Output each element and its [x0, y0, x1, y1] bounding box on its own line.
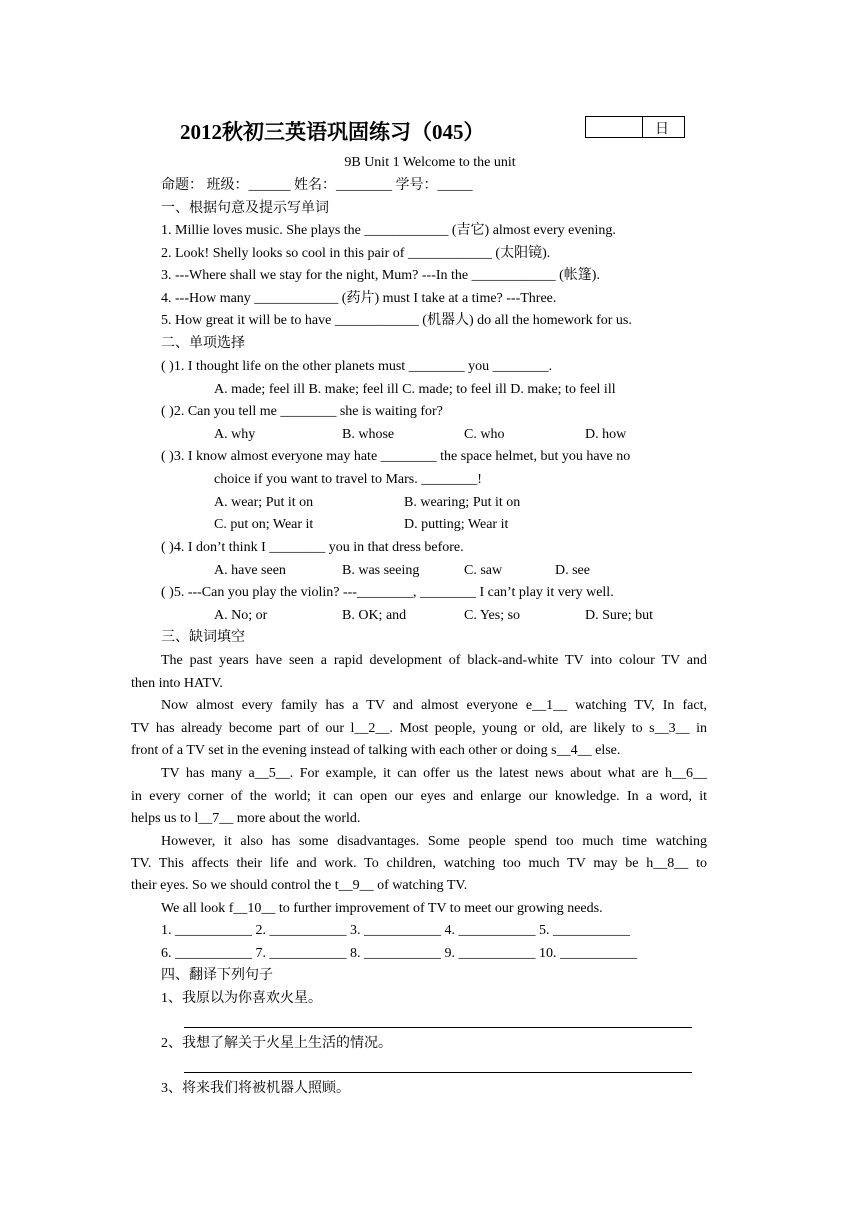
date-box-divider — [642, 117, 643, 137]
translation-item: 3、将来我们将被机器人照顾。 — [161, 1081, 350, 1096]
mc-option: B. OK; and — [342, 608, 407, 623]
question-item: 2. Look! Shelly looks so cool in this pair of ____________ (太阳镜). — [161, 246, 551, 261]
mc-question: ( )5. ---Can you play the violin? ---________, ________ I can’t play it very well. — [161, 585, 614, 600]
mc-option: C. saw — [464, 563, 503, 578]
passage-line: their eyes. So we should control the t__9__ of watching TV. — [131, 878, 468, 893]
mc-option: C. who — [464, 427, 505, 442]
passage-line: then into HATV. — [131, 676, 223, 691]
passage-line: in every corner of the world; it can open our eyes and enlarge our knowledge. In a word, it — [131, 789, 707, 804]
passage-line: TV has already become part of our l__2__. Most people, young or old, are likely to s__3__ in — [131, 721, 707, 736]
passage-line: TV has many a__5__. For example, it can offer us the latest news about what are h__6__ — [161, 766, 707, 781]
mc-option: A. No; or — [214, 608, 268, 623]
passage-line: TV. This affects their life and work. To children, watching too much TV may be h__8__ to — [131, 856, 707, 871]
mc-question: ( )4. I don’t think I ________ you in that dress before. — [161, 540, 464, 555]
mc-option: A. why — [214, 427, 256, 442]
mc-option: C. Yes; so — [464, 608, 521, 623]
question-item: 3. ---Where shall we stay for the night, Mum? ---In the ____________ (帐篷). — [161, 268, 600, 283]
mc-question-continued: choice if you want to travel to Mars. ________! — [214, 472, 482, 487]
student-info-line: 命题： 班级：______ 姓名：________ 学号：_____ — [161, 178, 473, 193]
mc-option: B. whose — [342, 427, 395, 442]
answer-blanks-row: 1. ___________ 2. ___________ 3. ___________ 4. ___________ 5. ___________ — [161, 923, 630, 938]
section-heading: 一、根据句意及提示写单词 — [161, 201, 329, 216]
mc-option: A. have seen — [214, 563, 286, 578]
section-heading: 二、单项选择 — [161, 336, 245, 351]
mc-option: D. Sure; but — [585, 608, 654, 623]
mc-option: D. putting; Wear it — [404, 517, 509, 532]
question-item: 1. Millie loves music. She plays the ____________ (吉它) almost every evening. — [161, 223, 616, 238]
answer-line — [184, 1027, 692, 1028]
passage-line: The past years have seen a rapid development of black-and-white TV into colour TV and — [161, 653, 707, 668]
mc-option: C. put on; Wear it — [214, 517, 314, 532]
passage-line: Now almost every family has a TV and almost everyone e__1__ watching TV, In fact, — [161, 698, 707, 713]
section-heading: 三、缺词填空 — [161, 630, 245, 645]
mc-option: D. how — [585, 427, 627, 442]
mc-options: A. made; feel ill B. make; feel ill C. made; to feel ill D. make; to feel ill — [214, 382, 616, 397]
mc-option: A. wear; Put it on — [214, 495, 314, 510]
answer-blanks-row: 6. ___________ 7. ___________ 8. ___________ 9. ___________ 10. ___________ — [161, 946, 637, 961]
mc-option: D. see — [555, 563, 590, 578]
unit-subtitle: 9B Unit 1 Welcome to the unit — [344, 155, 516, 170]
passage-line: We all look f__10__ to further improvement of TV to meet our growing needs. — [161, 901, 603, 916]
answer-line — [184, 1072, 692, 1073]
mc-option: B. wearing; Put it on — [404, 495, 521, 510]
mc-question: ( )3. I know almost everyone may hate ________ the space helmet, but you have no — [161, 449, 631, 464]
question-item: 5. How great it will be to have ____________ (机器人) do all the homework for us. — [161, 313, 632, 328]
passage-line: helps us to l__7__ more about the world. — [131, 811, 361, 826]
date-day-label: 日 — [655, 122, 669, 137]
translation-item: 2、我想了解关于火星上生活的情况。 — [161, 1036, 392, 1051]
date-box — [585, 116, 685, 138]
mc-option: B. was seeing — [342, 563, 420, 578]
mc-question: ( )1. I thought life on the other planets must ________ you ________. — [161, 359, 553, 374]
passage-line: However, it also has some disadvantages. Some people spend too much time watching — [161, 834, 707, 849]
passage-line: front of a TV set in the evening instead of talking with each other or doing s__4__ else. — [131, 743, 621, 758]
section-heading: 四、翻译下列句子 — [161, 968, 273, 983]
mc-question: ( )2. Can you tell me ________ she is waiting for? — [161, 404, 443, 419]
translation-item: 1、我原以为你喜欢火星。 — [161, 991, 322, 1006]
question-item: 4. ---How many ____________ (药片) must I take at a time? ---Three. — [161, 291, 557, 306]
page-title: 2012秋初三英语巩固练习（045） — [180, 120, 485, 144]
